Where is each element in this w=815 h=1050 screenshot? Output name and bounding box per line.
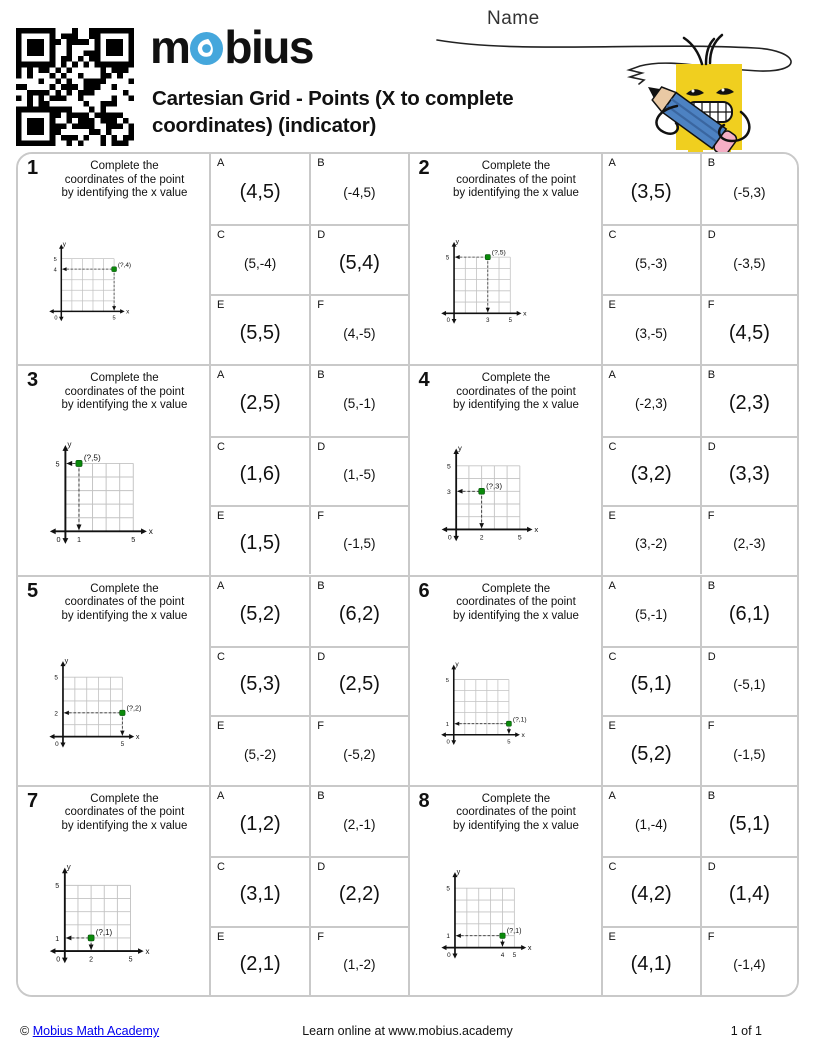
point-label: (?,1) [506,925,522,935]
problem-number: 7 [27,789,39,812]
svg-text:y: y [62,241,67,249]
answer-value: (4,-5) [343,325,376,341]
svg-text:4: 4 [53,267,57,274]
graph-area [410,413,601,575]
answer-cell [309,505,407,574]
copyright [20,1024,159,1038]
svg-text:0: 0 [56,956,61,964]
answer-value: (1,2) [239,812,281,835]
problem-number: 5 [27,579,39,602]
answer-letter: D [317,440,326,453]
svg-text:0: 0 [56,535,61,545]
svg-text:5: 5 [131,535,136,545]
answer-letter: B [707,789,716,802]
scribble-line [437,40,791,84]
answer-letter: A [217,157,225,169]
answer-letter: D [707,861,716,874]
answer-cell [211,787,309,856]
answer-cell [700,646,797,715]
answer-value: (5,2) [239,602,281,625]
answer-cell [211,436,309,505]
answer-letter: E [217,299,225,312]
answer-cell [603,577,700,646]
problem-number: 8 [418,789,430,812]
answer-value: (2,3) [728,392,770,415]
graph-area [410,623,601,785]
svg-text:0: 0 [447,534,452,542]
answer-value: (3,-5) [634,325,668,341]
answer-value: (3,-2) [634,536,668,552]
svg-text:y: y [455,238,459,246]
answer-letter: B [317,789,325,802]
point-label: (?,3) [485,481,502,491]
answer-value: (5,2) [630,742,672,765]
answer-letter: E [608,930,616,943]
svg-text:y: y [456,866,460,876]
svg-text:0: 0 [446,318,450,325]
answer-value: (3,3) [728,462,770,485]
problem-info [410,787,603,995]
answer-value: (2,5) [239,392,281,415]
answer-letter: E [217,720,225,733]
answer-cell [603,787,700,856]
answer-value: (2,-1) [343,816,376,832]
svg-text:5: 5 [508,318,512,325]
answer-value: (1,-4) [634,816,668,832]
svg-text:5: 5 [446,463,451,471]
answer-grid [603,366,798,574]
svg-text:5: 5 [55,459,60,469]
answer-letter: F [317,510,324,523]
answer-cell [211,154,309,224]
answer-cell [309,577,407,646]
answer-grid [211,154,408,364]
svg-text:5: 5 [128,956,133,964]
svg-text:x: x [148,527,153,537]
problem-cell [18,785,408,995]
answer-cell [309,366,407,435]
answer-value: (1,6) [239,462,281,485]
answer-cell [700,436,797,505]
mini-graph [46,438,174,549]
answer-value: (6,2) [338,602,380,625]
svg-text:0: 0 [446,739,450,746]
svg-text:y: y [64,656,69,666]
answer-value: (5,1) [728,812,770,835]
answer-letter: D [317,861,326,874]
svg-text:2: 2 [479,534,484,542]
answer-value: (-5,2) [343,746,376,762]
problem-cell [18,364,408,574]
answer-cell [603,294,700,364]
svg-text:5: 5 [54,675,58,683]
point-label: (?,1) [512,716,527,724]
svg-text:y: y [454,661,459,669]
answer-cell [309,436,407,505]
answer-letter: F [707,510,715,523]
answer-value: (5,3) [239,673,281,696]
svg-text:2: 2 [89,956,94,964]
answer-value: (-1,5) [343,536,376,552]
answer-value: (4,2) [630,883,672,906]
answer-value: (-3,5) [733,255,766,271]
svg-text:5: 5 [112,316,116,323]
answer-cell [603,856,700,925]
instruction-text: Complete the coordinates of the point by identifying the x value [453,372,579,412]
problem-cell [408,154,798,364]
answer-cell [603,154,700,224]
problem-info [18,366,211,574]
svg-text:x: x [521,732,525,740]
name-label: Name [487,8,540,29]
svg-text:1: 1 [76,535,81,545]
answer-letter: F [707,720,715,733]
svg-text:x: x [522,311,527,319]
answer-cell [211,505,309,574]
answer-value: (5,1) [630,673,672,696]
svg-text:x: x [126,309,130,317]
answer-letter: E [217,930,225,943]
answer-letter: F [707,930,715,943]
graph-area [18,833,209,995]
answer-grid [603,787,798,995]
answer-cell [603,366,700,435]
answer-letter: B [317,157,325,169]
svg-text:5: 5 [445,885,450,893]
problem-number: 6 [418,579,430,602]
problem-cell [408,364,798,574]
answer-letter: A [608,789,616,802]
answer-letter: D [707,650,716,663]
logo-text-m: m [150,21,190,73]
answer-value: (5,-1) [634,606,668,622]
answer-value: (2,1) [239,952,281,975]
answer-value: (1,5) [239,532,281,555]
page-number: 1 of 1 [730,1024,762,1038]
problem-cell [408,575,798,785]
graph-area [18,201,209,365]
answer-letter: E [217,510,225,523]
answer-cell [309,224,407,294]
answer-value: (5,4) [338,251,380,274]
answer-value: (5,-3) [634,255,668,271]
answer-cell [309,715,407,784]
answer-value: (2,-3) [733,536,766,552]
answer-value: (5,-1) [343,396,376,412]
copyright-link[interactable]: Mobius Math Academy [32,1024,160,1038]
graph-area [410,201,601,365]
answer-cell [700,366,797,435]
point-label: (?,2) [126,703,142,713]
instruction-text: Complete the coordinates of the point by identifying the x value [61,160,188,200]
mini-graph [438,866,550,963]
answer-cell [700,154,797,224]
answer-letter: A [217,579,225,592]
answer-value: (3,5) [630,180,672,203]
answer-cell [700,224,797,294]
mini-graph [438,236,544,328]
answer-letter: C [608,440,617,453]
answer-value: (5,5) [239,321,281,344]
copyright-symbol: © [20,1024,30,1038]
answer-letter: C [217,440,225,453]
answer-cell [700,294,797,364]
answer-cell [603,646,700,715]
point-label: (?,1) [95,927,113,937]
answer-grid [603,577,798,785]
instruction-text: Complete the coordinates of the point by identifying the x value [453,160,579,200]
answer-grid [211,366,408,574]
problem-info [410,366,603,574]
answer-letter: A [608,157,616,169]
footer-center-text: Learn online at www.mobius.academy [302,1024,513,1038]
svg-text:y: y [67,440,72,450]
problem-cell [18,154,408,364]
answer-letter: A [217,789,225,802]
svg-text:2: 2 [54,710,58,718]
svg-text:1: 1 [445,722,449,729]
answer-value: (5,-4) [243,255,277,271]
svg-text:1: 1 [445,932,450,940]
answer-letter: B [707,579,716,592]
answer-value: (-1,4) [733,956,766,972]
svg-text:5: 5 [445,255,449,262]
svg-text:3: 3 [446,488,451,496]
answer-cell [700,715,797,784]
problem-number: 2 [418,157,430,179]
answer-letter: D [317,650,326,663]
answer-letter: A [608,369,616,382]
page-title: Cartesian Grid - Points (X to complete coordinates) (indicator) [152,87,514,137]
answer-cell [700,856,797,925]
answer-cell [309,646,407,715]
answer-letter: C [217,861,225,874]
answer-value: (4,5) [239,180,281,203]
answer-cell [211,926,309,995]
mini-graph [46,861,170,968]
instruction-text: Complete the coordinates of the point by identifying the x value [61,792,188,832]
answer-letter: B [317,369,325,382]
answer-cell [309,294,407,364]
problem-cell [18,575,408,785]
answer-value: (-4,5) [343,184,376,200]
answer-letter: E [608,720,616,733]
answer-value: (2,2) [338,883,380,906]
svg-text:1: 1 [55,935,60,943]
answer-cell [211,224,309,294]
worksheet-table [16,152,799,997]
logo-o-icon [189,27,224,62]
answer-value: (-1,5) [733,746,766,762]
answer-cell [309,154,407,224]
mini-graph [46,655,158,752]
answer-grid [211,577,408,785]
answer-value: (3,2) [630,462,672,485]
answer-letter: F [707,299,715,312]
svg-text:0: 0 [54,316,58,323]
answer-letter: E [608,510,616,523]
answer-cell [211,646,309,715]
svg-text:x: x [145,946,150,956]
problem-number: 3 [27,369,39,392]
answer-cell [700,505,797,574]
svg-text:4: 4 [500,951,504,959]
answer-value: (-5,3) [733,184,766,200]
answer-letter: B [707,157,716,169]
svg-text:x: x [527,942,532,952]
qr-code [16,28,134,146]
svg-text:x: x [533,524,538,534]
answer-value: (2,5) [338,673,380,696]
problem-number: 4 [418,369,430,392]
answer-letter: C [217,229,225,242]
answer-cell [309,787,407,856]
answer-letter: D [707,229,716,242]
answer-letter: F [317,720,324,733]
answer-letter: E [608,299,616,312]
problem-info [410,577,603,785]
answer-value: (6,1) [728,602,770,625]
answer-grid [603,154,798,364]
answer-cell [700,577,797,646]
mini-graph [438,659,542,749]
point-label: (?,5) [83,453,101,463]
answer-cell [603,926,700,995]
answer-cell [700,926,797,995]
answer-value: (-2,3) [634,396,668,412]
answer-letter: C [608,861,617,874]
svg-text:5: 5 [55,882,60,890]
problem-cell [408,785,798,995]
instruction-text: Complete the coordinates of the point by identifying the x value [453,582,579,622]
answer-cell [211,366,309,435]
answer-cell [700,787,797,856]
answer-value: (3,1) [239,883,281,906]
graph-area [410,833,601,995]
answer-value: (1,-5) [343,466,376,482]
answer-cell [603,505,700,574]
logo-text-bius: bius [224,21,313,73]
answer-cell [309,856,407,925]
answer-value: (4,5) [728,321,770,344]
answer-cell [211,715,309,784]
answer-value: (4,1) [630,952,672,975]
answer-letter: B [707,369,716,382]
problem-info [18,154,211,364]
answer-value: (5,-2) [243,746,277,762]
svg-text:5: 5 [512,951,516,959]
answer-letter: D [317,229,326,242]
point-label: (?,4) [117,262,132,270]
svg-text:5: 5 [53,257,57,264]
svg-text:3: 3 [485,318,489,325]
svg-text:5: 5 [517,534,522,542]
svg-text:x: x [135,732,140,742]
answer-cell [603,436,700,505]
svg-text:5: 5 [445,677,449,684]
answer-letter: C [217,650,225,663]
answer-value: (1,4) [728,883,770,906]
answer-letter: A [608,579,616,592]
svg-text:y: y [66,862,71,872]
problem-info [18,577,211,785]
answer-cell [309,926,407,995]
graph-area [18,413,209,575]
point-label: (?,5) [491,250,506,258]
answer-cell [211,294,309,364]
svg-text:0: 0 [55,741,59,749]
logo [150,21,313,73]
answer-cell [603,224,700,294]
mini-graph [438,442,558,546]
svg-text:5: 5 [120,741,125,749]
problem-info [18,787,211,995]
answer-letter: C [608,229,617,242]
svg-text:5: 5 [506,739,511,746]
answer-value: (1,-2) [343,956,376,972]
answer-cell [211,856,309,925]
answer-value: (-5,1) [733,677,766,693]
problem-number: 1 [27,157,39,179]
instruction-text: Complete the coordinates of the point by identifying the x value [453,792,579,832]
instruction-text: Complete the coordinates of the point by identifying the x value [61,372,188,412]
problem-info [410,154,603,364]
svg-text:y: y [457,443,462,453]
answer-letter: A [217,369,225,382]
graph-area [18,623,209,785]
answer-letter: C [608,650,617,663]
mini-graph [46,239,146,325]
answer-letter: F [317,299,324,312]
svg-text:0: 0 [446,951,451,959]
answer-cell [211,577,309,646]
answer-cell [603,715,700,784]
answer-letter: F [317,930,324,943]
answer-letter: B [317,579,325,592]
answer-letter: D [707,440,716,453]
instruction-text: Complete the coordinates of the point by identifying the x value [61,582,188,622]
answer-grid [211,787,408,995]
